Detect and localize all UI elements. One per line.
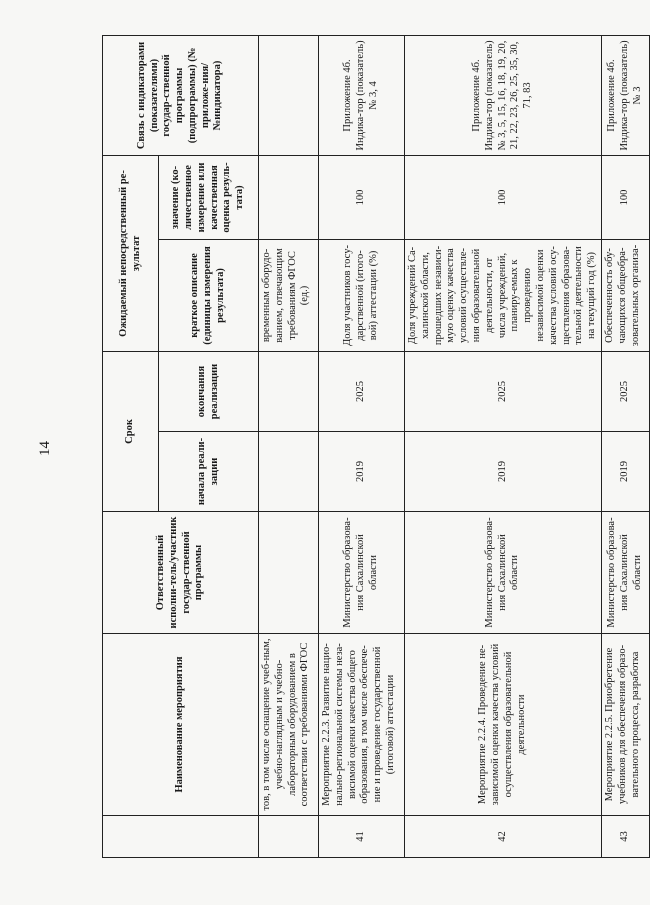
row-name: Мероприятие 2.2.5. Приобретение учебников для обеспечения образо-вательного процесса, разработка bbox=[601, 634, 649, 816]
page-number: 14 bbox=[37, 441, 53, 456]
row-start bbox=[259, 432, 319, 512]
row-num: 42 bbox=[405, 816, 602, 858]
row-name: тов, в том числе оснащение учеб-ным, учебно-наглядным и учебно-лабораторным оборудованием в соответствии с требованиями ФГОС bbox=[259, 634, 319, 816]
row-link bbox=[259, 35, 319, 155]
header-result-desc: краткое описание (единицы измерения результата) bbox=[159, 239, 259, 351]
row-num: 41 bbox=[319, 816, 405, 858]
row-responsible: Министерство образова-ния Сахалинской области bbox=[405, 512, 602, 634]
header-term-start: начала реали-зации bbox=[159, 432, 259, 512]
row-start: 2019 bbox=[601, 432, 649, 512]
row-end: 2025 bbox=[601, 351, 649, 431]
table-row bbox=[601, 35, 649, 857]
row-link: Приложение 4б. Индика-тор (показатель) № 3 bbox=[601, 35, 649, 155]
header-term: Срок bbox=[103, 351, 159, 511]
row-link: Приложение 4б. Индика-тор (показатель) № 3, 4 bbox=[319, 35, 405, 155]
row-num bbox=[259, 816, 319, 858]
table-row bbox=[319, 35, 405, 857]
rotated-table-container bbox=[102, 36, 643, 858]
header-link: Связь с индикаторами (показателями) государ-ственной программы (подпрограммы) (№ приложе-ния/№индикатора) bbox=[103, 35, 259, 155]
table-row bbox=[405, 35, 602, 857]
header-term-end: окончания реализации bbox=[159, 351, 259, 431]
header-result: Ожидаемый непосредственный ре-зультат bbox=[103, 155, 159, 351]
header-responsible: Ответственный исполни-тель/участник государ-ственной программы bbox=[103, 512, 259, 634]
header-name: Наименование мероприятия bbox=[103, 634, 259, 816]
row-responsible bbox=[259, 512, 319, 634]
row-desc: Обеспеченность обу-чающихся общеобра-зовательных организа- bbox=[601, 239, 649, 351]
row-start: 2019 bbox=[319, 432, 405, 512]
row-end bbox=[259, 351, 319, 431]
row-value bbox=[259, 155, 319, 239]
row-name: Мероприятие 2.2.3. Развитие нацио-нально-региональной системы неза-висимой оценки качества общего образования, в том числе обеспече-ние и проведение государственной (итоговой) аттестации bbox=[319, 634, 405, 816]
row-responsible: Министерство образова-ния Сахалинской области bbox=[601, 512, 649, 634]
table-row bbox=[259, 35, 319, 857]
row-desc: Доля участников госу-дарственной (итого-вой) аттестации (%) bbox=[319, 239, 405, 351]
row-start: 2019 bbox=[405, 432, 602, 512]
header-num bbox=[103, 816, 259, 858]
row-end: 2025 bbox=[319, 351, 405, 431]
row-value: 100 bbox=[405, 155, 602, 239]
row-desc: Доля учреждений Са-халинской области, прошедших независи-мую оценку качества условий осуществле-ния образовательной деятельности, от числа учреждений, планиру-емых к проведению независимой оценки качества условий осу-ществления образова-тельной деятельности на текущий год (%) bbox=[405, 239, 602, 351]
row-num: 43 bbox=[601, 816, 649, 858]
row-end: 2025 bbox=[405, 351, 602, 431]
row-responsible: Министерство образова-ния Сахалинской области bbox=[319, 512, 405, 634]
measures-table bbox=[102, 35, 650, 858]
header-result-value: значение (ко-личественное измерение или качественная оценка резуль-тата) bbox=[159, 155, 259, 239]
row-value: 100 bbox=[319, 155, 405, 239]
row-value: 100 bbox=[601, 155, 649, 239]
row-name: Мероприятие 2.2.4. Проведение не-зависимой оценки качества условий осуществления образовательной деятельности bbox=[405, 634, 602, 816]
row-link: Приложение 4б. Индика-тор (показатель) № 3, 5, 15, 16, 18, 19, 20, 21, 22, 23, 26, 25, 35, 30, 71, 83 bbox=[405, 35, 602, 155]
row-desc: временным оборудо-ванием, отвечающим требованиям ФГОС (ед.) bbox=[259, 239, 319, 351]
